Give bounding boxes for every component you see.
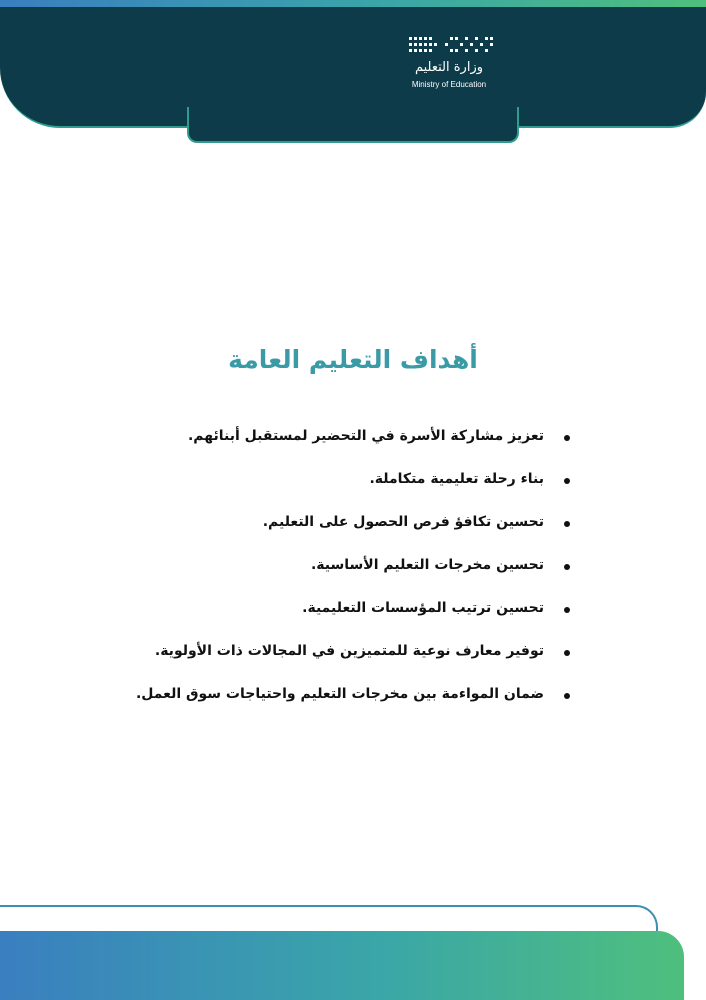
bullet-icon bbox=[564, 693, 570, 699]
goal-text: تحسين تكافؤ فرص الحصول على التعليم. bbox=[262, 514, 544, 530]
goal-text: تعزيز مشاركة الأسرة في التحضير لمستقبل أبنائهم. bbox=[187, 428, 544, 444]
bullet-icon bbox=[564, 478, 570, 484]
page-title: أهداف التعليم العامة bbox=[228, 344, 478, 374]
logo-arabic-name: وزارة التعليم bbox=[414, 60, 484, 75]
list-item bbox=[100, 553, 570, 596]
list-item bbox=[100, 467, 570, 510]
list-item bbox=[100, 639, 570, 682]
bullet-icon bbox=[564, 521, 570, 527]
footer-gradient-band bbox=[0, 931, 684, 1000]
header-tab bbox=[187, 107, 519, 143]
logo-english-name: Ministry of Education bbox=[411, 80, 487, 89]
ministry-of-education-logo-icon bbox=[405, 35, 495, 59]
goal-text: ضمان المواءمة بين مخرجات التعليم واحتياجات سوق العمل. bbox=[135, 686, 544, 702]
list-item bbox=[100, 682, 570, 725]
bullet-icon bbox=[564, 650, 570, 656]
bullet-icon bbox=[564, 435, 570, 441]
goal-text: توفير معارف نوعية للمتميزين في المجالات ذات الأولوية. bbox=[154, 643, 544, 659]
bullet-icon bbox=[564, 564, 570, 570]
list-item bbox=[100, 596, 570, 639]
list-item bbox=[100, 510, 570, 553]
goal-text: بناء رحلة تعليمية متكاملة. bbox=[369, 471, 544, 487]
bullet-icon bbox=[564, 607, 570, 613]
goal-text: تحسين ترتيب المؤسسات التعليمية. bbox=[302, 600, 544, 616]
goal-text: تحسين مخرجات التعليم الأساسية. bbox=[310, 557, 544, 573]
goals-list bbox=[100, 424, 570, 725]
list-item bbox=[100, 424, 570, 467]
ministry-logo bbox=[403, 35, 497, 93]
